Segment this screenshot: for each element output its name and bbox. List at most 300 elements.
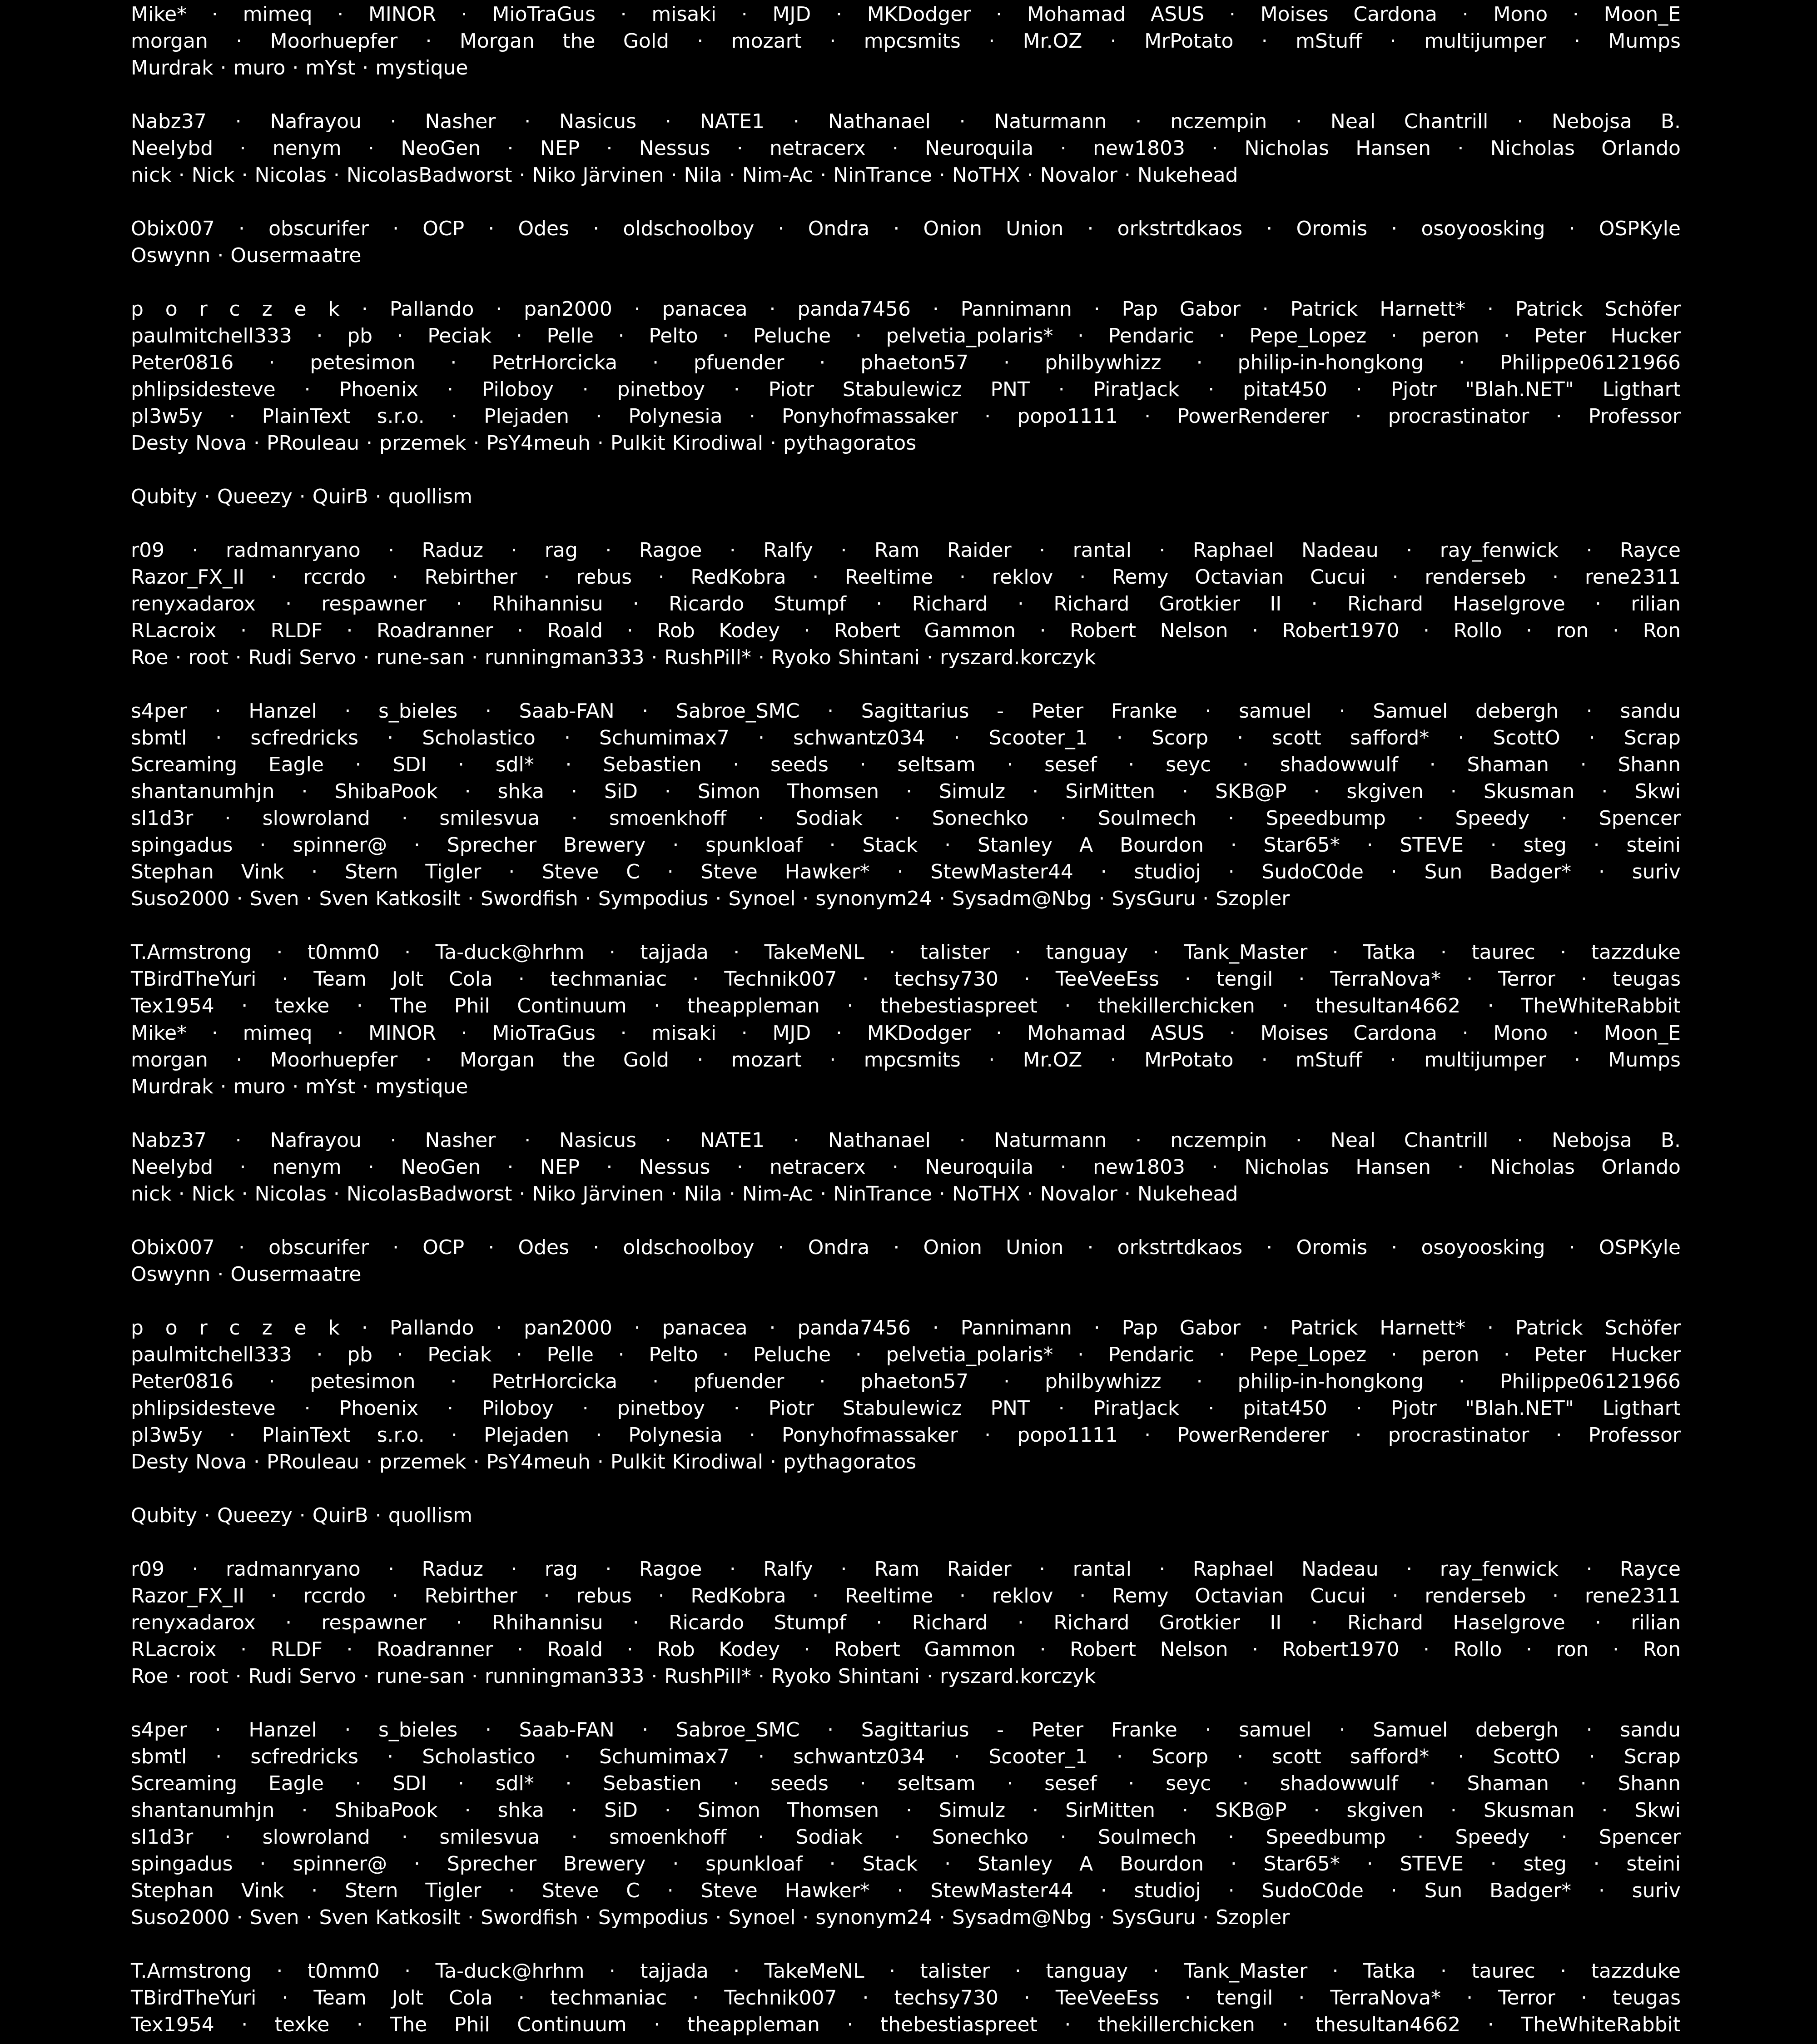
credit-name: Tex1954 [131, 2013, 214, 2036]
credit-name: nenym [272, 137, 342, 160]
credit-name: teugas [1612, 1986, 1681, 2009]
credit-name: Mike* [131, 3, 187, 26]
credit-name: Swordfish [481, 887, 578, 910]
credits-group-q [131, 483, 1681, 510]
credits-group-o [131, 215, 1681, 269]
credit-name: NinTrance [833, 1182, 932, 1206]
credit-name: Richard Haselgrove [1347, 592, 1565, 615]
credit-name: RushPill* [664, 1665, 751, 1688]
credit-name: ray_fenwick [1440, 539, 1559, 562]
credits-line: T.Armstrong · t0mm0 · Ta-duck@hrhm · tajjada · TakeMeNL · talister · tanguay · Tank_Master · Tatka · taurec · tazzduke [131, 1960, 1681, 1983]
credit-name: Philippe06121966 [1499, 1370, 1681, 1393]
credit-name: rune-san [376, 646, 465, 669]
credit-name: Ponyhofmassaker [782, 405, 958, 428]
credit-name: shadowwulf [1280, 753, 1398, 776]
credit-name: phaeton57 [860, 351, 969, 374]
credit-name: Pendaric [1108, 1343, 1195, 1366]
credit-name: Sven [249, 887, 299, 910]
credit-name: SDI [392, 753, 427, 776]
credit-name: tajjada [640, 941, 709, 964]
credit-name: NinTrance [833, 164, 932, 187]
credit-name: Spencer [1599, 807, 1681, 830]
credit-name: r09 [131, 1558, 165, 1581]
credit-name: Ricardo Stumpf [669, 1611, 846, 1634]
credits-line: pl3w5y · PlainText s.r.o. · Plejaden · Polynesia · Ponyhofmassaker · popo1111 · PowerRenderer · procrastinator · Professor [131, 1424, 1681, 1447]
credits-line: Obix007 · obscurifer · OCP · Odes · oldschoolboy · Ondra · Onion Union · orkstrtdkaos · Oromis · osoyoosking · OSPKyle [131, 217, 1681, 240]
credit-name: Nicholas Hansen [1244, 1156, 1431, 1179]
credits-line: Screaming Eagle · SDI · sdl* · Sebastien · seeds · seltsam · sesef · seyc · shadowwulf · Shaman · Shann [131, 1772, 1681, 1795]
credit-name: RedKobra [690, 566, 786, 589]
credit-name: tanguay [1046, 941, 1128, 964]
credit-name: OCP [422, 217, 465, 240]
credit-name: Sodiak [795, 807, 863, 830]
credit-name: Qubity [131, 1504, 197, 1527]
credit-name: Rollo [1453, 1638, 1502, 1661]
credit-name: Scooter_1 [988, 1745, 1088, 1768]
credit-name: s4per [131, 700, 188, 723]
credit-name: Nebojsa B. [1552, 1129, 1681, 1152]
credit-name: Ondra [808, 217, 870, 240]
credit-name: QuirB [312, 1504, 368, 1527]
credit-name: netracerx [769, 137, 866, 160]
credit-name: NATE1 [700, 110, 765, 133]
credit-name: Ousermaatre [230, 1263, 362, 1286]
credit-name: p o r c z e k [131, 1316, 340, 1340]
credit-name: procrastinator [1388, 1424, 1529, 1447]
credit-name: rccrdo [303, 1584, 366, 1607]
credit-name: Pap Gabor [1122, 1316, 1241, 1340]
credit-name: sesef [1044, 753, 1097, 776]
credit-name: NoTHX [952, 164, 1020, 187]
credit-name: Nasicus [559, 110, 637, 133]
credit-name: Stack [862, 833, 918, 857]
credit-name: spingadus [131, 833, 233, 857]
credit-name: Simulz [939, 1799, 1006, 1822]
credit-name: ShibaPook [334, 780, 438, 803]
credit-name: Sprecher Brewery [447, 833, 646, 857]
credits-line: Peter0816 · petesimon · PetrHorcicka · pfuender · phaeton57 · philbywhizz · philip-in-hongkong · Philippe06121966 [131, 1370, 1681, 1393]
credit-name: Sysadm@Nbg [952, 1906, 1092, 1929]
credit-name: Roadranner [377, 1638, 493, 1661]
credit-name: Terror [1498, 1986, 1555, 2009]
credit-name: Sabroe_SMC [675, 1718, 800, 1741]
credit-name: STEVE [1400, 1852, 1464, 1875]
credit-name: Nim-Ac [742, 1182, 814, 1206]
credit-name: TBirdTheYuri [131, 1986, 257, 2009]
credit-name: Patrick Harnett* [1290, 1316, 1466, 1340]
credits-group-p [131, 1315, 1681, 1475]
credit-name: Nasher [425, 110, 496, 133]
credit-name: Ron [1643, 1638, 1681, 1661]
credit-name: talister [920, 1960, 990, 1983]
credit-name: Nabz37 [131, 110, 207, 133]
credit-name: TerraNova* [1330, 1986, 1441, 2009]
credit-name: ryszard.korczyk [940, 646, 1096, 669]
credits-group-n [131, 108, 1681, 189]
credit-name: Roadranner [377, 619, 493, 642]
credit-name: Niko Järvinen [532, 164, 664, 187]
credit-name: Sebastien [603, 753, 702, 776]
credit-name: t0mm0 [307, 941, 380, 964]
credit-name: Remy Octavian Cucui [1112, 1584, 1366, 1607]
credit-name: Rebirther [424, 1584, 517, 1607]
credit-name: thekillerchicken [1097, 2013, 1255, 2036]
credits-line: sl1d3r · slowroland · smilesvua · smoenkhoff · Sodiak · Sonechko · Soulmech · Speedbump · Speedy · Spencer [131, 807, 1681, 830]
credit-name: Pelto [649, 1343, 698, 1366]
credit-name: PiratJack [1093, 378, 1180, 401]
credit-name: Soulmech [1097, 1826, 1196, 1849]
credit-name: Nessus [639, 137, 710, 160]
credit-name: tazzduke [1591, 1960, 1681, 1983]
credit-name: Richard Haselgrove [1347, 1611, 1565, 1634]
credit-name: spinner@ [293, 833, 387, 857]
credit-name: pelvetia_polaris* [886, 324, 1053, 347]
credit-name: techsy730 [894, 967, 998, 991]
credits-line: sbmtl · scfredricks · Scholastico · Schumimax7 · schwantz034 · Scooter_1 · Scorp · scott safford* · ScottO · Scrap [131, 726, 1681, 749]
credit-name: Hanzel [248, 700, 317, 723]
credit-name: Ricardo Stumpf [669, 592, 846, 615]
credits-line: Murdrak · muro · mYst · mystique [131, 56, 468, 79]
credit-name: Nathanael [828, 1129, 931, 1152]
credit-name: Piotr Stabulewicz PNT [768, 1397, 1030, 1420]
credit-name: texke [274, 994, 330, 1017]
credit-name: Team Jolt Cola [313, 967, 493, 991]
credit-name: Oswynn [131, 1263, 211, 1286]
credit-name: Stephan Vink [131, 1879, 284, 1902]
credit-name: sdl* [495, 1772, 534, 1795]
credit-name: spunkloaf [705, 833, 803, 857]
credit-name: Philippe06121966 [1499, 351, 1681, 374]
credit-name: petesimon [310, 1370, 416, 1393]
credit-name: misaki [651, 3, 717, 26]
credit-name: procrastinator [1388, 405, 1529, 428]
credit-name: Tank_Master [1184, 1960, 1308, 1983]
credit-name: Synoel [728, 1906, 796, 1929]
credit-name: orkstrtdkaos [1117, 1236, 1243, 1259]
credit-name: Samuel debergh [1373, 1718, 1559, 1741]
credit-name: PlainText s.r.o. [262, 1424, 425, 1447]
credit-name: shka [497, 1799, 545, 1822]
credit-name: techmaniac [550, 967, 667, 991]
credit-name: NoTHX [952, 1182, 1020, 1206]
credit-name: Nabz37 [131, 1129, 207, 1152]
credit-name: Polynesia [628, 405, 723, 428]
credit-name: seyc [1166, 1772, 1211, 1795]
credit-name: seyc [1166, 753, 1211, 776]
credit-name: spinner@ [293, 1852, 387, 1875]
credit-name: SiD [604, 1799, 638, 1822]
credit-name: Screaming Eagle [131, 1772, 324, 1795]
credit-name: Ragoe [639, 539, 702, 562]
credit-name: muro [233, 1075, 286, 1098]
credit-name: OSPKyle [1599, 217, 1681, 240]
credit-name: oldschoolboy [623, 1236, 755, 1259]
credit-name: Screaming Eagle [131, 753, 324, 776]
credit-name: new1803 [1093, 137, 1185, 160]
credit-name: tanguay [1046, 1960, 1128, 1983]
credit-name: paulmitchell333 [131, 324, 292, 347]
credit-name: Team Jolt Cola [313, 1986, 493, 2009]
credit-name: mStuff [1296, 1048, 1362, 1072]
credit-name: shantanumhjn [131, 1799, 275, 1822]
credits-line: Suso2000 · Sven · Sven Katkosilt · Swordfish · Sympodius · Synoel · synonym24 · Sysadm@Nbg · SysGuru · Szopler [131, 1906, 1290, 1929]
credit-name: PowerRenderer [1177, 405, 1329, 428]
credit-name: philbywhizz [1045, 351, 1162, 374]
credit-name: Saab-FAN [519, 700, 615, 723]
credits-group-m [131, 1, 1681, 81]
credit-name: Queezy [217, 485, 293, 508]
credit-name: PRouleau [266, 1450, 360, 1473]
credit-name: schwantz034 [793, 1745, 925, 1768]
credit-name: Ondra [808, 1236, 870, 1259]
credit-name: Roe [131, 1665, 169, 1688]
credit-name: MioTraGus [492, 1022, 596, 1045]
credit-name: Robert1970 [1282, 619, 1400, 642]
credits-line: spingadus · spinner@ · Sprecher Brewery · spunkloaf · Stack · Stanley A Bourdon · Star65* · STEVE · steg · steini [131, 1852, 1681, 1875]
credit-name: Pannimann [960, 298, 1072, 321]
credit-name: osoyoosking [1421, 1236, 1545, 1259]
credit-name: runningman333 [484, 1665, 645, 1688]
credit-name: MrPotato [1144, 30, 1234, 53]
credit-name: Ousermaatre [230, 244, 362, 267]
credit-name: pinetboy [617, 1397, 705, 1420]
credits-line: morgan · Moorhuepfer · Morgan the Gold · mozart · mpcsmits · Mr.OZ · MrPotato · mStuff · multijumper · Mumps [131, 1048, 1681, 1072]
credit-name: Nukehead [1137, 164, 1238, 187]
credit-name: RLDF [270, 619, 323, 642]
credit-name: Peciak [427, 1343, 492, 1366]
credit-name: Pallando [389, 1316, 474, 1340]
credit-name: Mono [1493, 1022, 1548, 1045]
credits-line: Mike* · mimeq · MINOR · MioTraGus · misaki · MJD · MKDodger · Mohamad ASUS · Moises Cardona · Mono · Moon_E [131, 3, 1681, 26]
credit-name: Nila [684, 164, 722, 187]
credit-name: RLDF [270, 1638, 323, 1661]
credit-name: MioTraGus [492, 3, 596, 26]
credits-block-1 [0, 0, 1817, 1019]
credits-line: Mike* · mimeq · MINOR · MioTraGus · misaki · MJD · MKDodger · Mohamad ASUS · Moises Cardona · Mono · Moon_E [131, 1022, 1681, 1045]
credits-line: TBirdTheYuri · Team Jolt Cola · techmaniac · Technik007 · techsy730 · TeeVeeEss · tengil · TerraNova* · Terror · teugas [131, 1986, 1681, 2009]
credit-name: Rob Kodey [657, 1638, 780, 1661]
credit-name: sesef [1044, 1772, 1097, 1795]
credit-name: Naturmann [994, 1129, 1107, 1152]
credit-name: TBirdTheYuri [131, 967, 257, 991]
credit-name: Mohamad ASUS [1027, 3, 1205, 26]
credit-name: Stanley A Bourdon [977, 833, 1204, 857]
credit-name: root [188, 1665, 228, 1688]
credits-line: Tex1954 · texke · The Phil Continuum · theappleman · thebestiaspreet · thekillerchicken · thesultan4662 · TheWhiteRabbit [131, 2013, 1681, 2036]
credit-name: Technik007 [724, 1986, 837, 2009]
credit-name: Professor [1588, 1424, 1681, 1447]
credit-name: Nicolas [254, 1182, 327, 1206]
credit-name: Razor_FX_II [131, 566, 245, 589]
credit-name: StewMaster44 [930, 1879, 1073, 1902]
credit-name: sandu [1620, 700, 1681, 723]
credit-name: Reeltime [844, 566, 933, 589]
credit-name: rune-san [376, 1665, 465, 1688]
credit-name: Scorp [1152, 726, 1209, 749]
credit-name: pinetboy [617, 378, 705, 401]
credit-name: nick [131, 164, 172, 187]
credits-line: Qubity · Queezy · QuirB · quollism [131, 1504, 472, 1527]
credit-name: smoenkhoff [609, 807, 727, 830]
credit-name: steini [1626, 833, 1681, 857]
credit-name: Simon Thomsen [697, 780, 879, 803]
credit-name: Steve C [542, 1879, 640, 1902]
credit-name: Mumps [1608, 30, 1681, 53]
credits-line: phlipsidesteve · Phoenix · Piloboy · pinetboy · Piotr Stabulewicz PNT · PiratJack · pitat450 · Pjotr "Blah.NET" Ligthart [131, 378, 1681, 401]
credits-line: sbmtl · scfredricks · Scholastico · Schumimax7 · schwantz034 · Scooter_1 · Scorp · scott safford* · ScottO · Scrap [131, 1745, 1681, 1768]
credit-name: spingadus [131, 1852, 233, 1875]
credits-line: Roe · root · Rudi Servo · rune-san · runningman333 · RushPill* · Ryoko Shintani · ryszard.korczyk [131, 1665, 1096, 1688]
credit-name: Mohamad ASUS [1027, 1022, 1205, 1045]
credit-name: TheWhiteRabbit [1521, 2013, 1681, 2036]
credit-name: Roald [547, 1638, 603, 1661]
credits-line: morgan · Moorhuepfer · Morgan the Gold · mozart · mpcsmits · Mr.OZ · MrPotato · mStuff · multijumper · Mumps [131, 30, 1681, 53]
credit-name: Nafrayou [270, 1129, 362, 1152]
credit-name: mpcsmits [864, 1048, 961, 1072]
credit-name: Remy Octavian Cucui [1112, 566, 1366, 589]
credit-name: mYst [305, 1075, 356, 1098]
credit-name: Pallando [389, 298, 474, 321]
credit-name: Shann [1618, 753, 1681, 776]
credit-name: nczempin [1170, 110, 1267, 133]
credit-name: Simulz [939, 780, 1006, 803]
credits-line: shantanumhjn · ShibaPook · shka · SiD · Simon Thomsen · Simulz · SirMitten · SKB@P · skgiven · Skusman · Skwi [131, 780, 1681, 803]
credit-name: thesultan4662 [1315, 994, 1461, 1017]
credits-line: shantanumhjn · ShibaPook · shka · SiD · Simon Thomsen · Simulz · SirMitten · SKB@P · skgiven · Skusman · Skwi [131, 1799, 1681, 1822]
credit-name: s4per [131, 1718, 188, 1741]
credits-line: Murdrak · muro · mYst · mystique [131, 1075, 468, 1098]
credit-name: peron [1421, 324, 1479, 347]
credit-name: Pap Gabor [1122, 298, 1241, 321]
credits-line: T.Armstrong · t0mm0 · Ta-duck@hrhm · tajjada · TakeMeNL · talister · tanguay · Tank_Master · Tatka · taurec · tazzduke [131, 941, 1681, 964]
credit-name: Peluche [753, 324, 831, 347]
credit-name: rantal [1072, 1558, 1132, 1581]
credit-name: Rob Kodey [657, 619, 780, 642]
credit-name: Pjotr "Blah.NET" Ligthart [1390, 1397, 1681, 1420]
credit-name: taurec [1471, 941, 1535, 964]
credit-name: popo1111 [1017, 1424, 1118, 1447]
credit-name: pitat450 [1243, 378, 1327, 401]
credit-name: smilesvua [439, 1826, 540, 1849]
credit-name: NicolasBadworst [346, 1182, 512, 1206]
credit-name: Professor [1588, 405, 1681, 428]
credit-name: philip-in-hongkong [1237, 351, 1424, 374]
credit-name: OCP [422, 1236, 465, 1259]
credit-name: Odes [518, 1236, 570, 1259]
credit-name: sbmtl [131, 726, 187, 749]
credit-name: rene2311 [1584, 566, 1681, 589]
credit-name: Scorp [1152, 1745, 1209, 1768]
credit-name: Rollo [1453, 619, 1502, 642]
credit-name: Hanzel [248, 1718, 317, 1741]
credit-name: pl3w5y [131, 1424, 203, 1447]
credit-name: mystique [375, 56, 468, 79]
credit-name: MJD [772, 1022, 811, 1045]
credits-line: renyxadarox · respawner · Rhihannisu · Ricardo Stumpf · Richard · Richard Grotkier II · Richard Haselgrove · rilian [131, 592, 1681, 615]
credits-line: Nabz37 · Nafrayou · Nasher · Nasicus · NATE1 · Nathanael · Naturmann · nczempin · Neal Chantrill · Nebojsa B. [131, 1129, 1681, 1152]
credit-name: philbywhizz [1045, 1370, 1162, 1393]
credit-name: Phoenix [339, 1397, 419, 1420]
credit-name: Qubity [131, 485, 197, 508]
credit-name: mozart [731, 30, 802, 53]
credit-name: Nukehead [1137, 1182, 1238, 1206]
credit-name: przemek [379, 1450, 467, 1473]
credit-name: Robert Gammon [834, 619, 1016, 642]
credit-name: Razor_FX_II [131, 1584, 245, 1607]
credit-name: s_bieles [378, 1718, 458, 1741]
credit-name: Moon_E [1604, 3, 1681, 26]
credit-name: misaki [651, 1022, 717, 1045]
credits-line: Nabz37 · Nafrayou · Nasher · Nasicus · NATE1 · Nathanael · Naturmann · nczempin · Neal Chantrill · Nebojsa B. [131, 110, 1681, 133]
credit-name: Obix007 [131, 1236, 215, 1259]
credit-name: Pepe_Lopez [1249, 324, 1367, 347]
credit-name: Morgan the Gold [459, 30, 670, 53]
credit-name: seeds [770, 753, 829, 776]
credit-name: Polynesia [628, 1424, 723, 1447]
credit-name: mystique [375, 1075, 468, 1098]
credits-line: Oswynn · Ousermaatre [131, 1263, 362, 1286]
credit-name: Pelle [546, 324, 594, 347]
credit-name: suriv [1632, 1879, 1681, 1902]
credit-name: Scholastico [422, 1745, 536, 1768]
credit-name: PRouleau [266, 432, 360, 455]
credit-name: Sun Badger* [1424, 860, 1572, 883]
credits-line: renyxadarox · respawner · Rhihannisu · Ricardo Stumpf · Richard · Richard Grotkier II · Richard Haselgrove · rilian [131, 1611, 1681, 1634]
credit-name: Niko Järvinen [532, 1182, 664, 1206]
credits-line: RLacroix · RLDF · Roadranner · Roald · Rob Kodey · Robert Gammon · Robert Nelson · Robert1970 · Rollo · ron · Ron [131, 619, 1681, 642]
credit-name: synonym24 [815, 1906, 932, 1929]
credit-name: ShibaPook [334, 1799, 438, 1822]
credit-name: Nim-Ac [742, 164, 814, 187]
credit-name: oldschoolboy [623, 217, 755, 240]
credit-name: The Phil Continuum [390, 2013, 627, 2036]
credit-name: mimeq [243, 1022, 313, 1045]
credit-name: mYst [305, 56, 356, 79]
credit-name: RedKobra [690, 1584, 786, 1607]
credit-name: Terror [1498, 967, 1555, 991]
credit-name: scfredricks [250, 1745, 359, 1768]
credit-name: Schumimax7 [599, 726, 730, 749]
credits-line: pl3w5y · PlainText s.r.o. · Plejaden · Polynesia · Ponyhofmassaker · popo1111 · PowerRenderer · procrastinator · Professor [131, 405, 1681, 428]
credit-name: mimeq [243, 3, 313, 26]
credit-name: Piloboy [482, 1397, 554, 1420]
credit-name: Sympodius [598, 887, 709, 910]
credit-name: Skwi [1634, 780, 1681, 803]
credits-line: paulmitchell333 · pb · Peciak · Pelle · Pelto · Peluche · pelvetia_polaris* · Pendaric · Pepe_Lopez · peron · Peter Hucker [131, 1343, 1681, 1366]
credits-group-o [131, 1234, 1681, 1288]
credits-line: Obix007 · obscurifer · OCP · Odes · oldschoolboy · Ondra · Onion Union · orkstrtdkaos · Oromis · osoyoosking · OSPKyle [131, 1236, 1681, 1259]
credits-line: nick · Nick · Nicolas · NicolasBadworst · Niko Järvinen · Nila · Nim-Ac · NinTrance · NoTHX · Novalor · Nukehead [131, 164, 1238, 187]
credit-name: Ta-duck@hrhm [435, 941, 585, 964]
credit-name: ray_fenwick [1440, 1558, 1559, 1581]
credits-line: spingadus · spinner@ · Sprecher Brewery · spunkloaf · Stack · Stanley A Bourdon · Star65* · STEVE · steg · steini [131, 833, 1681, 857]
credit-name: Roald [547, 619, 603, 642]
credit-name: rag [544, 539, 578, 562]
credit-name: Robert Nelson [1070, 1638, 1228, 1661]
credit-name: Pendaric [1108, 324, 1195, 347]
credits-line: Suso2000 · Sven · Sven Katkosilt · Swordfish · Sympodius · Synoel · synonym24 · Sysadm@Nbg · SysGuru · Szopler [131, 887, 1290, 910]
credit-name: SudoC0de [1261, 1879, 1364, 1902]
credit-name: Desty Nova [131, 432, 247, 455]
credit-name: Rudi Servo [248, 646, 357, 669]
credit-name: phlipsidesteve [131, 378, 276, 401]
credit-name: reklov [992, 566, 1053, 589]
credit-name: pitat450 [1243, 1397, 1327, 1420]
credit-name: SysGuru [1112, 887, 1196, 910]
credit-name: Samuel debergh [1373, 700, 1559, 723]
credit-name: Naturmann [994, 110, 1107, 133]
credit-name: Stack [862, 1852, 918, 1875]
